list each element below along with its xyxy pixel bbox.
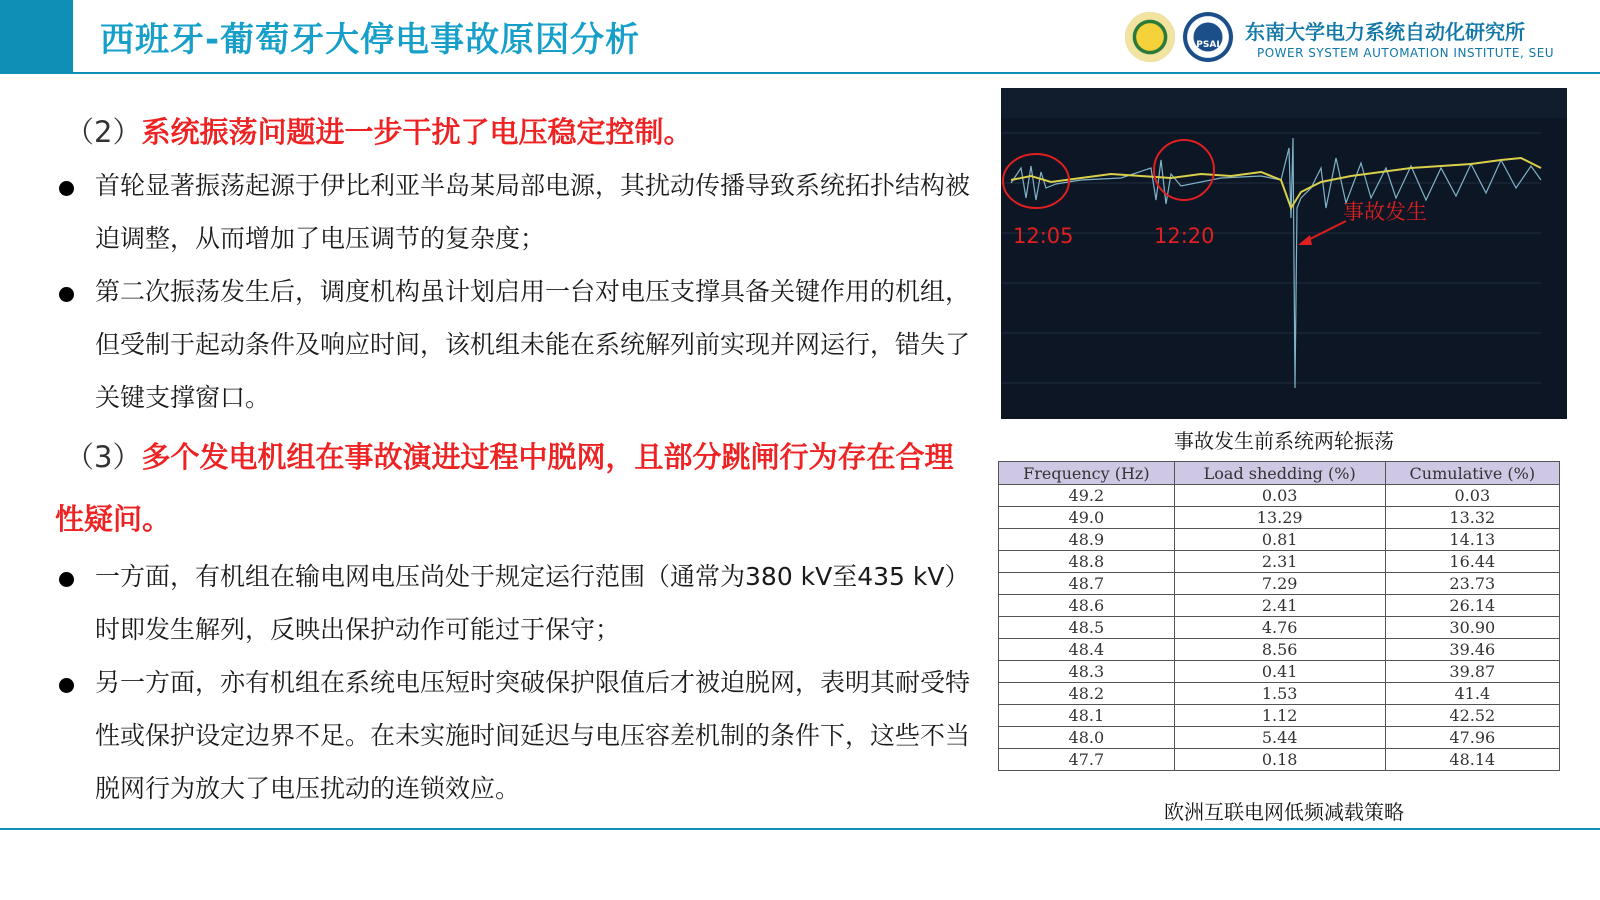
section-number: （3）	[65, 440, 142, 474]
table-cell: 5.44	[1174, 727, 1385, 749]
table-cell: 26.14	[1385, 595, 1559, 617]
table-row	[999, 661, 1560, 683]
table-row	[999, 727, 1560, 749]
bullet-item	[55, 550, 970, 656]
table-cell: 47.7	[999, 749, 1175, 771]
table-cell: 16.44	[1385, 551, 1559, 573]
table-cell: 48.14	[1385, 749, 1559, 771]
annotation-time-1220: 12:20	[1154, 224, 1215, 248]
bullet-dot-icon	[59, 181, 74, 196]
table-row	[999, 529, 1560, 551]
table-cell: 39.46	[1385, 639, 1559, 661]
slide-header	[0, 0, 1600, 73]
section-heading	[55, 105, 970, 159]
table-cell: 30.90	[1385, 617, 1559, 639]
table-cell: 48.0	[999, 727, 1175, 749]
load-shedding-table	[998, 461, 1560, 771]
table-header-cell: Load shedding (%)	[1174, 462, 1385, 485]
section-number: （2）	[65, 115, 142, 149]
table-row	[999, 705, 1560, 727]
table-cell: 48.3	[999, 661, 1175, 683]
table-cell: 48.7	[999, 573, 1175, 595]
table-cell: 41.4	[1385, 683, 1559, 705]
table-cell: 2.31	[1174, 551, 1385, 573]
text-content	[55, 105, 970, 815]
section-heading	[55, 426, 970, 550]
psai-logo-icon	[1183, 12, 1233, 62]
header-accent-block	[0, 0, 73, 73]
bullet-dot-icon	[59, 572, 74, 587]
table-cell: 13.32	[1385, 507, 1559, 529]
table-row	[999, 595, 1560, 617]
table-cell: 48.9	[999, 529, 1175, 551]
bullet-item	[55, 656, 970, 815]
bullet-text: 另一方面，亦有机组在系统电压短时突破保护限值后才被迫脱网，表明其耐受特性或保护设定边界不足。在未实施时间延迟与电压容差机制的条件下，这些不当脱网行为放大了电压扰动的连锁效应。	[95, 668, 971, 803]
table-cell: 48.8	[999, 551, 1175, 573]
table-cell: 14.13	[1385, 529, 1559, 551]
bullet-text: 第二次振荡发生后，调度机构虽计划启用一台对电压支撑具备关键作用的机组，但受制于起动条件及响应时间，该机组未能在系统解列前实现并网运行，错失了关键支撑窗口。	[95, 277, 971, 412]
page-title: 西班牙-葡萄牙大停电事故原因分析	[100, 20, 641, 60]
bullet-dot-icon	[59, 678, 74, 693]
table-cell: 48.1	[999, 705, 1175, 727]
table-cell: 0.41	[1174, 661, 1385, 683]
table-cell: 42.52	[1385, 705, 1559, 727]
table-row	[999, 507, 1560, 529]
header-divider	[0, 72, 1600, 74]
table-cell: 48.2	[999, 683, 1175, 705]
bullet-item	[55, 159, 970, 265]
figure-caption: 事故发生前系统两轮振荡	[1174, 429, 1394, 453]
table-row	[999, 683, 1560, 705]
section-title: 多个发电机组在事故演进过程中脱网，且部分跳闸行为存在合理性疑问。	[55, 440, 954, 536]
table-cell: 49.0	[999, 507, 1175, 529]
table-cell: 48.6	[999, 595, 1175, 617]
table-cell: 13.29	[1174, 507, 1385, 529]
table-cell: 0.03	[1174, 485, 1385, 507]
table-cell: 2.41	[1174, 595, 1385, 617]
table-cell: 23.73	[1385, 573, 1559, 595]
table-cell: 4.76	[1174, 617, 1385, 639]
table-cell: 0.81	[1174, 529, 1385, 551]
table-cell: 48.4	[999, 639, 1175, 661]
oscillation-figure	[1001, 88, 1567, 419]
table-cell: 7.29	[1174, 573, 1385, 595]
table-cell: 47.96	[1385, 727, 1559, 749]
footer-divider	[0, 828, 1600, 830]
table-row	[999, 639, 1560, 661]
table-cell: 49.2	[999, 485, 1175, 507]
table-body	[999, 485, 1560, 771]
section-title: 系统振荡问题进一步干扰了电压稳定控制。	[141, 115, 693, 149]
annotation-time-1205: 12:05	[1013, 224, 1074, 248]
psai-logo-text: PSAI	[1196, 40, 1220, 50]
table-cell: 39.87	[1385, 661, 1559, 683]
table-cell: 1.12	[1174, 705, 1385, 727]
bullet-text: 一方面，有机组在输电网电压尚处于规定运行范围（通常为380 kV至435 kV）时即发生解列，反映出保护动作可能过于保守；	[95, 562, 970, 644]
table-cell: 8.56	[1174, 639, 1385, 661]
bullet-text: 首轮显著振荡起源于伊比利亚半岛某局部电源，其扰动传播导致系统拓扑结构被迫调整，从而增加了电压调节的复杂度；	[95, 171, 971, 253]
annotation-event: 事故发生	[1343, 200, 1427, 224]
table-row	[999, 551, 1560, 573]
table-header-cell: Frequency (Hz)	[999, 462, 1175, 485]
table-row	[999, 485, 1560, 507]
university-logo-icon	[1125, 12, 1175, 62]
institute-name-en: POWER SYSTEM AUTOMATION INSTITUTE, SEU	[1257, 46, 1555, 60]
bullet-dot-icon	[59, 287, 74, 302]
table-caption: 欧洲互联电网低频减载策略	[1164, 800, 1404, 824]
table-cell: 0.03	[1385, 485, 1559, 507]
table-row	[999, 617, 1560, 639]
institute-name-cn: 东南大学电力系统自动化研究所	[1245, 20, 1525, 44]
table-cell: 1.53	[1174, 683, 1385, 705]
bullet-item	[55, 265, 970, 424]
table-row	[999, 749, 1560, 771]
table-header-cell: Cumulative (%)	[1385, 462, 1559, 485]
table-cell: 0.18	[1174, 749, 1385, 771]
table-cell: 48.5	[999, 617, 1175, 639]
oscillation-plot	[1001, 88, 1567, 419]
table-row	[999, 573, 1560, 595]
